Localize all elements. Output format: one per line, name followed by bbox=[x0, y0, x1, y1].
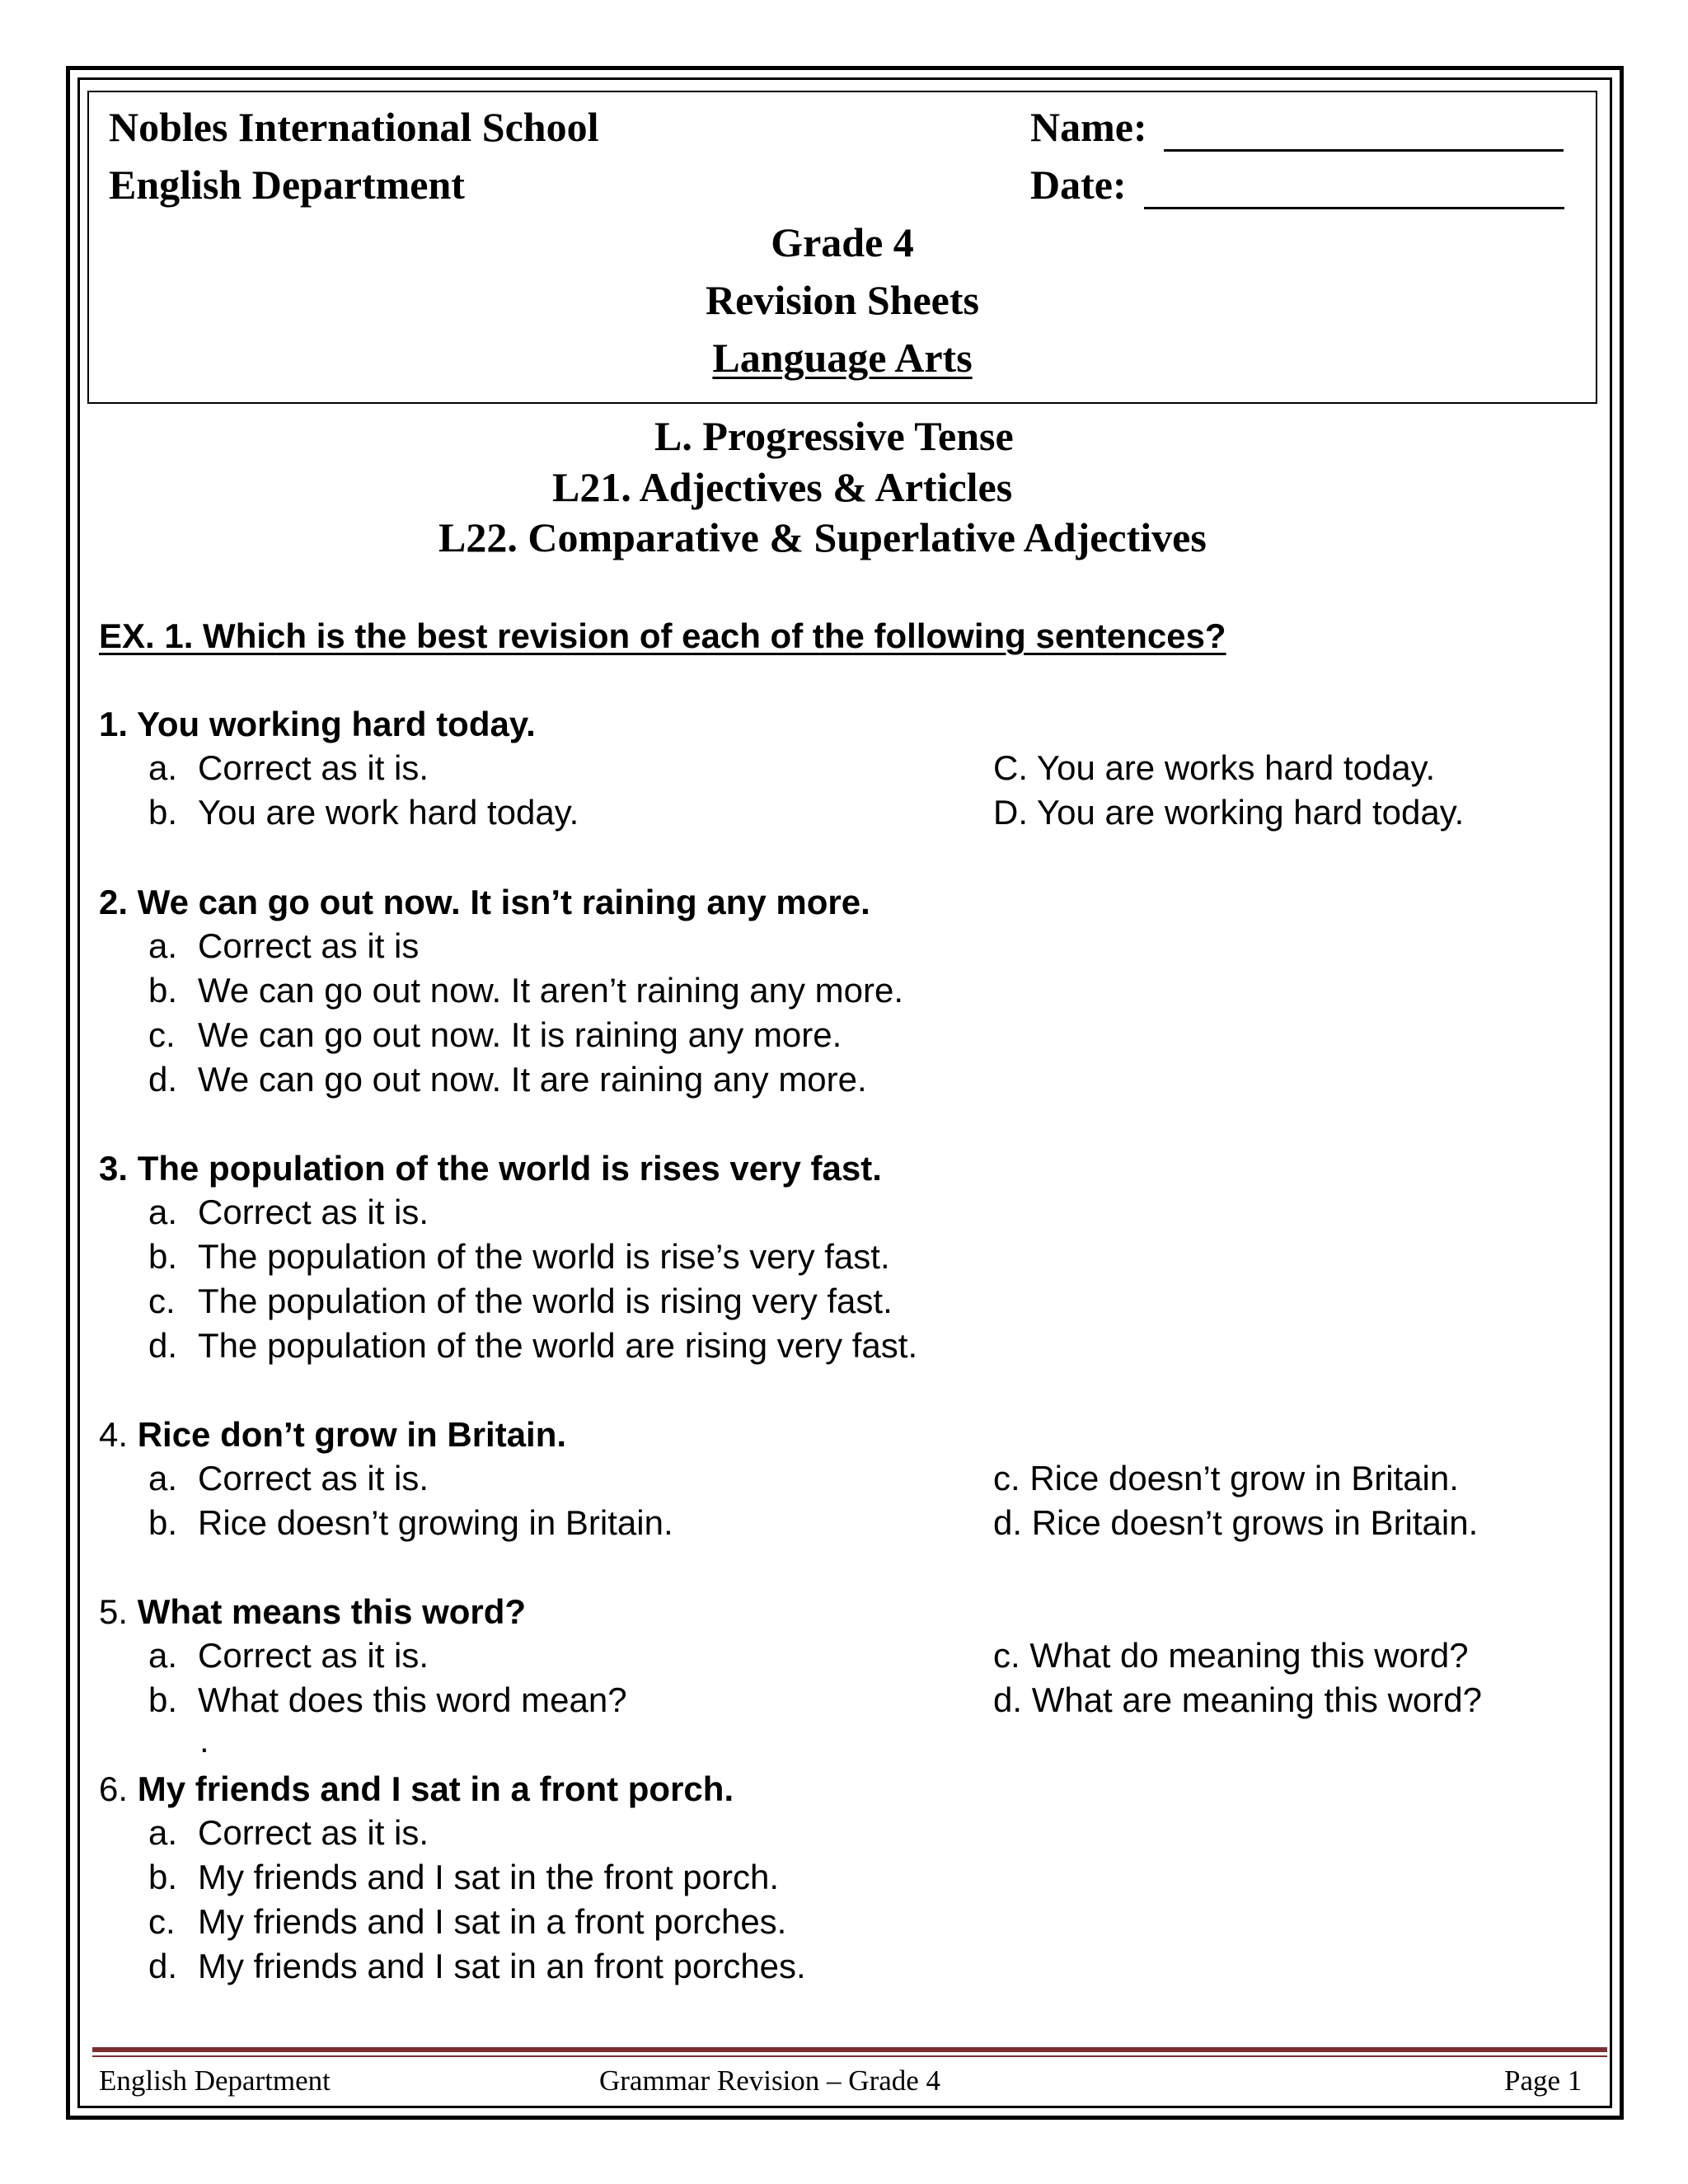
exercise-title: EX. 1. Which is the best revision of each of the following sentences? bbox=[99, 616, 1226, 655]
option-3b[interactable]: b. The population of the world is rise’s very fast. bbox=[148, 1237, 890, 1276]
footer-center: Grammar Revision – Grade 4 bbox=[599, 2064, 941, 2097]
option-4c[interactable]: c. Rice doesn’t grow in Britain. bbox=[993, 1459, 1459, 1497]
option-5a[interactable]: a. Correct as it is. bbox=[148, 1636, 429, 1675]
option-6d[interactable]: d. My friends and I sat in an front porches. bbox=[148, 1947, 806, 1985]
option-4d[interactable]: d. Rice doesn’t grows in Britain. bbox=[993, 1503, 1479, 1542]
name-label: Name: bbox=[1030, 104, 1147, 150]
footer-left: English Department bbox=[99, 2064, 331, 2097]
option-2c[interactable]: c. We can go out now. It is raining any more. bbox=[148, 1015, 842, 1054]
option-5b[interactable]: b. What does this word mean? bbox=[148, 1680, 627, 1719]
grade-title: Grade 4 bbox=[771, 219, 914, 265]
option-2a[interactable]: a. Correct as it is bbox=[148, 926, 420, 965]
option-1b[interactable]: b. You are work hard today. bbox=[148, 793, 579, 832]
option-1c[interactable]: C. You are works hard today. bbox=[993, 748, 1436, 787]
date-field-line bbox=[1144, 207, 1564, 209]
lesson-title-2: L21. Adjectives & Articles bbox=[552, 464, 1013, 510]
footer-rule bbox=[92, 2047, 1607, 2052]
question-2: 2. We can go out now. It isn’t raining any more. bbox=[99, 883, 870, 921]
option-1a[interactable]: a. Correct as it is. bbox=[148, 748, 429, 787]
option-3c[interactable]: c. The population of the world is rising very fast. bbox=[148, 1282, 893, 1320]
lesson-title-1: L. Progressive Tense bbox=[654, 413, 1014, 459]
option-6c[interactable]: c. My friends and I sat in a front porches. bbox=[148, 1902, 787, 1941]
sheet-title: Revision Sheets bbox=[706, 277, 979, 323]
option-2d[interactable]: d. We can go out now. It are raining any more. bbox=[148, 1060, 867, 1099]
stray-period: . bbox=[199, 1721, 209, 1760]
school-name: Nobles International School bbox=[109, 104, 599, 150]
subject-title: Language Arts bbox=[712, 335, 973, 381]
option-4a[interactable]: a. Correct as it is. bbox=[148, 1459, 429, 1497]
option-2b[interactable]: b. We can go out now. It aren’t raining any more. bbox=[148, 971, 904, 1010]
option-3d[interactable]: d. The population of the world are rising very fast. bbox=[148, 1326, 918, 1365]
question-4: 4. Rice don’t grow in Britain. bbox=[99, 1415, 567, 1454]
option-5c[interactable]: c. What do meaning this word? bbox=[993, 1636, 1469, 1675]
option-6b[interactable]: b. My friends and I sat in the front porch. bbox=[148, 1858, 780, 1896]
lesson-title-3: L22. Comparative & Superlative Adjectives bbox=[438, 514, 1207, 560]
footer-rule-thin bbox=[92, 2055, 1607, 2057]
name-field-line bbox=[1164, 149, 1564, 152]
question-3: 3. The population of the world is rises very fast. bbox=[99, 1149, 882, 1188]
question-1: 1. You working hard today. bbox=[99, 705, 536, 743]
footer-page-number: Page 1 bbox=[1504, 2064, 1582, 2097]
date-label: Date: bbox=[1030, 162, 1127, 208]
option-4b[interactable]: b. Rice doesn’t growing in Britain. bbox=[148, 1503, 673, 1542]
option-6a[interactable]: a. Correct as it is. bbox=[148, 1813, 429, 1852]
question-6: 6. My friends and I sat in a front porch. bbox=[99, 1769, 734, 1808]
option-5d[interactable]: d. What are meaning this word? bbox=[993, 1680, 1482, 1719]
option-1d[interactable]: D. You are working hard today. bbox=[993, 793, 1465, 832]
question-5: 5. What means this word? bbox=[99, 1592, 527, 1631]
department-name: English Department bbox=[109, 162, 465, 208]
option-3a[interactable]: a. Correct as it is. bbox=[148, 1193, 429, 1231]
